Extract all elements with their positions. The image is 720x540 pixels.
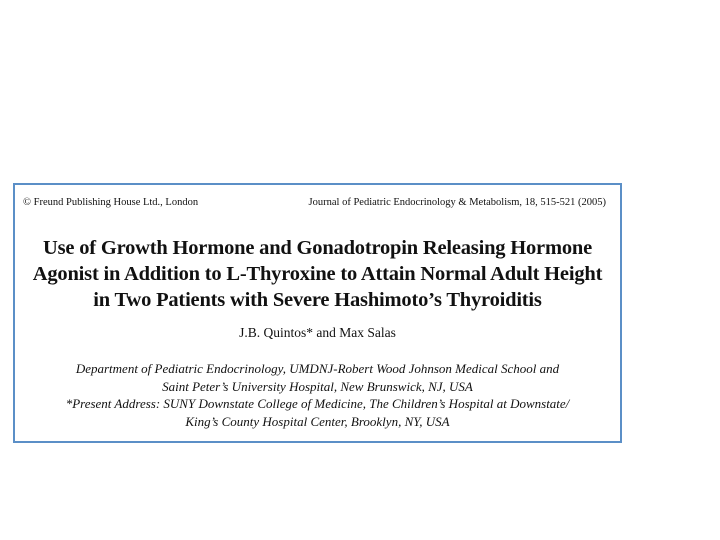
author-affiliations	[15, 360, 620, 430]
journal-citation: Journal of Pediatric Endocrinology & Metabolism, 18, 515-521 (2005)	[308, 197, 606, 208]
article-title-line: in Two Patients with Severe Hashimoto’s Thyroiditis	[93, 289, 542, 311]
article-title-line: Agonist in Addition to L-Thyroxine to Attain Normal Adult Height	[32, 263, 603, 285]
affiliation-line: Department of Pediatric Endocrinology, UMDNJ-Robert Wood Johnson Medical School and	[75, 361, 560, 376]
article-header-image	[13, 183, 622, 443]
affiliation-line: *Present Address: SUNY Downstate College of Medicine, The Children’s Hospital at Downstate/	[65, 396, 570, 411]
article-authors: J.B. Quintos* and Max Salas	[239, 325, 396, 340]
publisher-credit: © Freund Publishing House Ltd., London	[23, 197, 199, 208]
affiliation-line: King’s County Hospital Center, Brooklyn, NY, USA	[185, 413, 450, 429]
running-header	[23, 197, 606, 209]
article-title	[15, 235, 620, 313]
article-title-line: Use of Growth Hormone and Gonadotropin Releasing Hormone	[43, 237, 592, 259]
affiliation-line: Saint Peter’s University Hospital, New Brunswick, NJ, USA	[162, 378, 473, 394]
